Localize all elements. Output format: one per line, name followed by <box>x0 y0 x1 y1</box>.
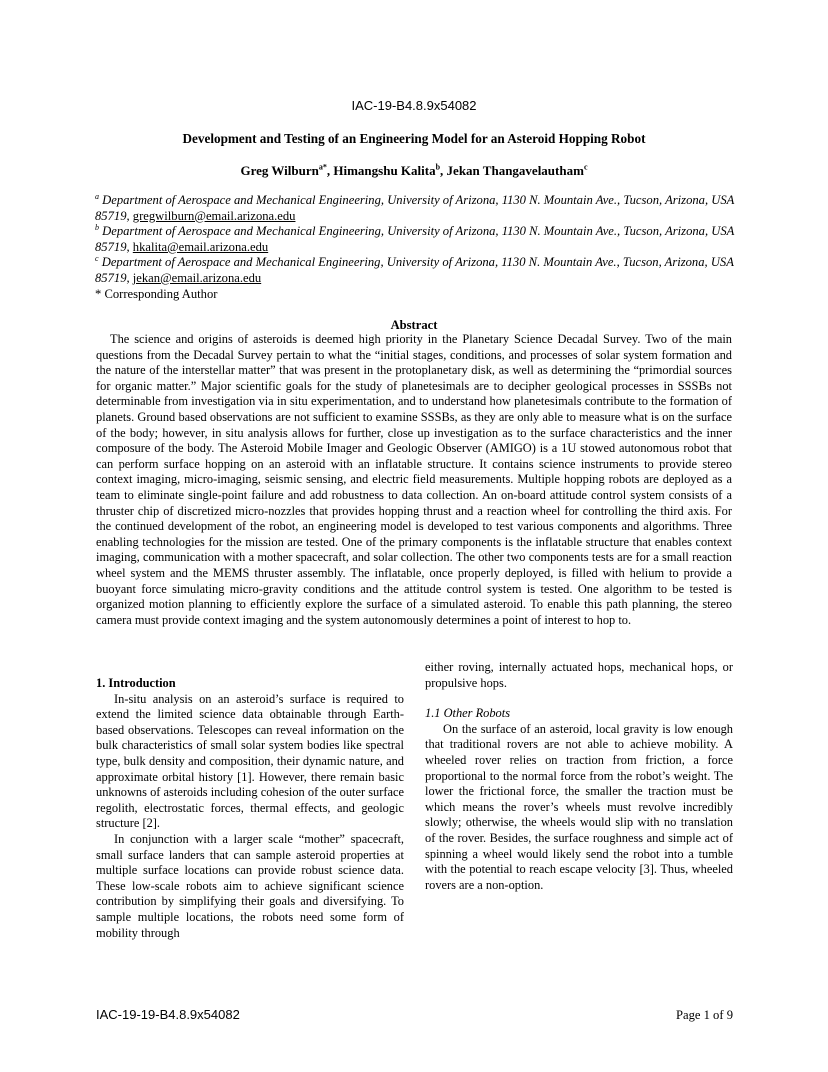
abstract-heading: Abstract <box>390 318 438 332</box>
affiliation-text: Department of Aerospace and Mechanical Engineering, University of Arizona, 1130 N. Mountain Ave., Tucson, Arizona, USA 85719, <box>95 224 735 254</box>
header-code: IAC-19-B4.8.9x54082 <box>351 98 477 113</box>
paper-title: Development and Testing of an Engineering Model for an Asteroid Hopping Robot <box>182 131 646 146</box>
email-link[interactable]: hkalita@email.arizona.edu <box>132 239 269 254</box>
email-link[interactable]: jekan@email.arizona.edu <box>132 270 262 285</box>
footer-code: IAC-19-19-B4.8.9x54082 <box>96 1007 240 1022</box>
page-number: Page 1 of 9 <box>675 1008 733 1022</box>
paragraph-continuation: either roving, internally actuated hops, mechanical hops, or propulsive hops. <box>425 660 733 690</box>
author-list: Greg Wilburn$^{a*}$, Himangshu Kalita$^b$, Jekan Thangavelautham$^c$ <box>240 162 588 178</box>
paragraph: On the surface of an asteroid, local gravity is low enough that traditional rovers are not able to achieve mobility. A wheeled rover relies on traction from friction, a force proportional to the normal force from the robot’s weight. The lower the frictional force, the smaller the traction must be which means the rover’s wheels must revolve incredibly slowly; otherwise, the wheels would slip with no translation of the rover. Besides, the surface roughness and simple act of spinning a wheel would likely send the robot into a tumble with the potential to reach escape velocity [3]. Thus, wheeled rovers are a non-option. <box>425 721 733 892</box>
right-column <box>425 660 733 893</box>
affiliation-text: Department of Aerospace and Mechanical Engineering, University of Arizona, 1130 N. Mountain Ave., Tucson, Arizona, USA 85719, <box>95 193 735 223</box>
email-link[interactable]: gregwilburn@email.arizona.edu <box>132 208 296 223</box>
affiliation-sup: a <box>95 191 99 201</box>
paragraph: In conjunction with a larger scale “mother” spacecraft, small surface landers that can sample asteroid properties at multiple surface locations can provide robust science data. These low-scale robots aim to achieve significant science contribution by simplifying their goals and diversifying. To sample multiple locations, the robots need some form of mobility through <box>96 831 404 940</box>
affiliation <box>95 193 735 224</box>
author-sup: b <box>435 162 441 172</box>
affiliation-sup: b <box>95 223 99 232</box>
subsection-heading: 1.1 Other Robots <box>425 706 511 721</box>
section-heading: 1. Introduction <box>96 676 176 690</box>
author-sup: a* <box>318 162 327 172</box>
author-sup: c <box>583 162 588 172</box>
affiliation <box>95 224 735 255</box>
author-name: Himangshu Kalita <box>333 163 436 178</box>
paragraph: In-situ analysis on an asteroid’s surface is required to extend the limited science data obtainable through Earth-based observations. Telescopes can reveal information on the bulk characteristics of small solar system bodies like spectral type, bulk density and composition, their dynamic nature, and approximate orbital history [1]. However, there remain basic unknowns of asteroids including cohesion of the outer surface regolith, electrostatic forces, thermal effects, and geologic structure [2]. <box>96 691 404 831</box>
author-name: Greg Wilburn <box>240 163 319 178</box>
affiliations <box>95 193 735 302</box>
corresponding-author-note: * Corresponding Author <box>95 286 218 301</box>
left-column <box>96 676 404 941</box>
author-name: Jekan Thangavelautham <box>446 163 584 178</box>
abstract-body: The science and origins of asteroids is deemed high priority in the Planetary Science Decadal Survey. Two of the main questions from the Decadal Survey pertain to what the “initial stages, conditions, and processes of solar system formation and the nature of the interstellar matter” that was present in the protoplanetary disk, as well as determining the “primordial sources for organic matter.” Major scientific goals for the study of planetesimals are to decipher geological processes in SSSBs not determinable from investigation via in situ experimentation, and to understand how planetesimals contribute to the formation of planets. Ground based observations are not sufficient to examine SSSBs, as they are only able to measure what is on the surface of the body; however, in situ analysis allows for further, close up investigation as to the surface characteristics and the inner composure of the body. The Asteroid Mobile Imager and Geologic Observer (AMIGO) is a 1U stowed autonomous robot that can perform surface hopping on an asteroid with an inflatable structure. It contains science instruments to provide stereo context imaging, micro-imaging, seismic sensing, and electric field measurements. Multiple hopping robots are deployed as a team to eliminate single-point failure and add robustness to data collection. An on-board attitude control system consists of a thruster chip of discretized micro-nozzles that provides hopping thrust and a reaction wheel for controlling the third axis. For the continued development of the robot, an engineering model is developed to test various components and algorithms. Three enabling technologies for the mission are tested. One of the primary components is the inflatable structure that enables context imaging, communication with a mother spacecraft, and solar collection. The other two components tests are for a small reaction wheel system and the MEMS thruster assembly. The inflatable, once properly deployed, is filled with helium to provide a buoyant force simulating micro-gravity conditions and the attitude control system is tested. One algorithm to be tested is organized motion planning to efficiently explore the surface of a simulated asteroid. To enable this path planning, the stereo camera must provide context imaging and the system autonomously determines a point of interest to hop to. <box>96 332 732 627</box>
affiliation-sup: c <box>95 254 99 264</box>
affiliation <box>95 255 735 286</box>
affiliation-text: Department of Aerospace and Mechanical Engineering, University of Arizona, 1130 N. Mountain Ave., Tucson, Arizona, USA 85719, <box>95 255 734 285</box>
